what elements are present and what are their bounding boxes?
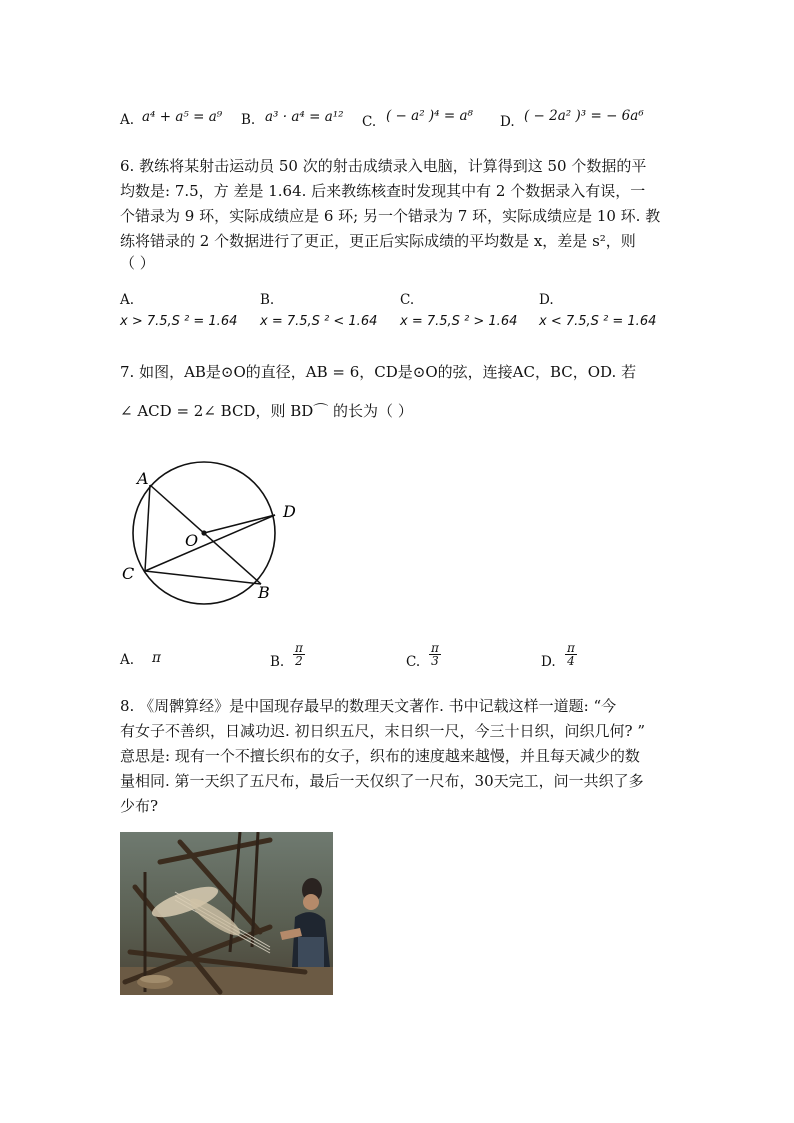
chord-ac <box>145 485 150 571</box>
center-point-o <box>201 530 206 535</box>
q7-option-b-num: π <box>295 641 303 655</box>
q8-text-line-5: 少布? <box>120 797 159 815</box>
q7-option-c-fraction <box>429 642 441 667</box>
q5-option-a-label: A. <box>120 112 135 128</box>
q6-option-a-expr: x > 7.5,S ² = 1.64 <box>120 314 238 329</box>
q6-text-line-2: 均数是: 7.5，方 差是 1.64. 后来教练核查时发现其中有 2 个数据录入有误，一 <box>120 182 646 200</box>
q6-text-line-4: 练将错录的 2 个数据进行了更正，更正后实际成绩的平均数是 x，差是 s²，则 <box>120 232 636 250</box>
q6-option-d-label: D. <box>539 292 554 308</box>
q7-option-d-fraction <box>565 642 577 667</box>
q8-text-line-3: 意思是: 现有一个不擅长织布的女子，织布的速度越来越慢，并且每天减少的数 <box>120 747 640 765</box>
label-o: O <box>185 531 199 550</box>
q7-option-b-label: B. <box>270 654 285 670</box>
q5-option-b-expr: a³ · a⁴ = a¹² <box>265 109 344 125</box>
q7-option-c-den: 3 <box>431 654 439 668</box>
q8-text-line-2: 有女子不善织，日减功迟. 初日织五尺，末日织一尺，今三十日织，问织几何? ” <box>120 722 646 740</box>
q5-option-d-label: D. <box>500 114 515 130</box>
q6-option-c-label: C. <box>400 292 415 308</box>
q7-option-c-label: C. <box>406 654 421 670</box>
q7-text-line-1: 7. 如图，AB是⊙O的直径，AB = 6，CD是⊙O的弦，连接AC，BC，OD. 若 <box>120 363 637 381</box>
chord-cd <box>145 515 275 571</box>
q7-circle-figure <box>110 455 320 620</box>
q6-option-d-expr: x < 7.5,S ² = 1.64 <box>539 314 657 329</box>
label-d: D <box>283 502 296 521</box>
q5-option-d-expr: ( − 2a² )³ = − 6a⁶ <box>524 108 644 124</box>
label-a: A <box>137 469 149 488</box>
q6-answer-blank: （ ） <box>120 254 155 272</box>
q7-option-d-num: π <box>567 641 575 655</box>
q6-text-line-3: 个错录为 9 环，实际成绩应是 6 环; 另一个错录为 7 环，实际成绩应是 10 环. 教 <box>120 207 661 225</box>
q5-option-b-label: B. <box>241 112 256 128</box>
q6-option-b-label: B. <box>260 292 275 308</box>
q6-option-b-expr: x = 7.5,S ² < 1.64 <box>260 314 378 329</box>
q5-option-c-label: C. <box>362 114 377 130</box>
q7-option-b-fraction <box>293 642 305 667</box>
q8-text-line-1: 8. 《周髀算经》是中国现存最早的数理天文著作. 书中记载这样一道题: “今 <box>120 697 617 715</box>
q6-option-a-label: A. <box>120 292 135 308</box>
q7-option-b-den: 2 <box>295 654 303 668</box>
q5-option-c-expr: ( − a² )⁴ = a⁸ <box>386 108 473 124</box>
q8-text-line-4: 量相同. 第一天织了五尺布，最后一天仅织了一尺布，30天完工，问一共织了多 <box>120 772 644 790</box>
q7-option-a-label: A. <box>120 652 135 668</box>
q7-option-d-label: D. <box>541 654 556 670</box>
q7-option-a-value: π <box>152 650 161 666</box>
q6-text-line-1: 6. 教练将某射击运动员 50 次的射击成绩录入电脑，计算得到这 50 个数据的平 <box>120 157 647 175</box>
label-b: B <box>258 583 270 602</box>
q7-option-d-den: 4 <box>567 654 575 668</box>
label-c: C <box>122 564 135 583</box>
q5-option-a-expr: a⁴ + a⁵ = a⁹ <box>142 109 223 125</box>
chord-cb <box>145 571 261 584</box>
loom-weaving-photo <box>120 832 333 995</box>
q7-text-line-2: ∠ ACD = 2∠ BCD，则 BD⌒ 的长为（ ） <box>120 402 413 420</box>
q6-option-c-expr: x = 7.5,S ² > 1.64 <box>400 314 518 329</box>
q7-option-c-num: π <box>431 641 439 655</box>
